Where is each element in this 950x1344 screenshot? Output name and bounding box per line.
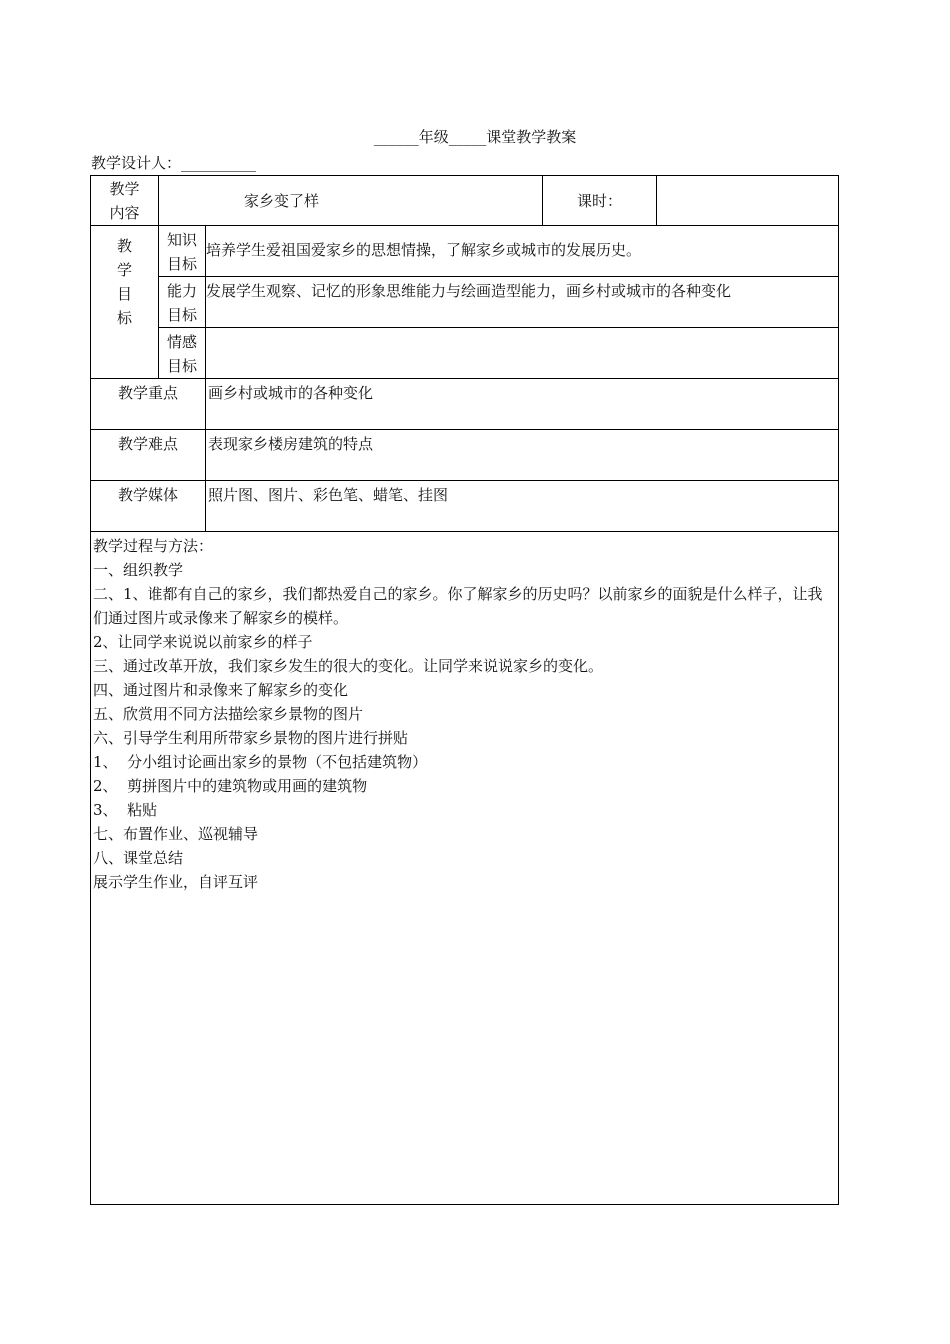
process-heading: 教学过程与方法： [93, 537, 214, 555]
process-line: 五、欣赏用不同方法描绘家乡景物的图片 [93, 705, 364, 723]
goal-label-emotion: 情感 目标 [159, 328, 206, 379]
goal-text-ability: 发展学生观察、记忆的形象思维能力与绘画造型能力，画乡村或城市的各种变化 [206, 277, 839, 328]
process-cell [91, 532, 839, 1205]
process-line: 八、课堂总结 [93, 849, 184, 867]
content-label: 教学 内容 [91, 176, 159, 226]
difficulty-text: 表现家乡楼房建筑的特点 [206, 430, 839, 481]
content-value: 家乡变了样 [159, 176, 543, 226]
key-point-text: 画乡村或城市的各种变化 [206, 379, 839, 430]
goal-text-knowledge: 培养学生爱祖国爱家乡的思想情操，了解家乡或城市的发展历史。 [206, 226, 839, 277]
goal-text-emotion [206, 328, 839, 379]
goals-label: 教 学 目 标 [91, 226, 159, 379]
process-line: 四、通过图片和录像来了解家乡的变化 [93, 681, 349, 699]
goal-label-knowledge: 知识 目标 [159, 226, 206, 277]
process-line: 2、 剪拼图片中的建筑物或用画的建筑物 [93, 777, 368, 795]
process-line: 三、通过改革开放，我们家乡发生的很大的变化。让同学来说说家乡的变化。 [93, 657, 604, 675]
process-line: 1、 分小组讨论画出家乡的景物（不包括建筑物） [93, 753, 428, 771]
key-point-row [91, 379, 839, 430]
process-line: 2、让同学来说说以前家乡的样子 [93, 633, 313, 651]
process-line: 二、1、谁都有自己的家乡，我们都热爱自己的家乡。你了解家乡的历史吗？以前家乡的面貌是什么样子，让我们通过图片或录像来了解家乡的模样。 [93, 585, 823, 627]
process-line: 3、 粘贴 [93, 801, 158, 819]
process-line: 七、布置作业、巡视辅导 [93, 825, 259, 843]
goal-label-ability: 能力 目标 [159, 277, 206, 328]
media-label: 教学媒体 [91, 481, 206, 532]
process-row [91, 532, 839, 1205]
process-line: 展示学生作业，自评互评 [93, 873, 259, 891]
key-point-label: 教学重点 [91, 379, 206, 430]
period-value [657, 176, 839, 226]
difficulty-label: 教学难点 [91, 430, 206, 481]
goal-row-knowledge [91, 226, 839, 277]
difficulty-row [91, 430, 839, 481]
media-text: 照片图、图片、彩色笔、蜡笔、挂图 [206, 481, 839, 532]
period-label: 课时： [543, 176, 657, 226]
goal-row-ability [91, 277, 839, 328]
media-row [91, 481, 839, 532]
document-title: ______年级_____课堂教学教案 [373, 128, 577, 146]
designer-line: 教学设计人：__________ [91, 154, 257, 172]
lesson-plan-table [90, 175, 839, 1205]
goal-row-emotion [91, 328, 839, 379]
process-line: 六、引导学生利用所带家乡景物的图片进行拼贴 [93, 729, 409, 747]
process-line: 一、组织教学 [93, 561, 184, 579]
content-row [91, 176, 839, 226]
